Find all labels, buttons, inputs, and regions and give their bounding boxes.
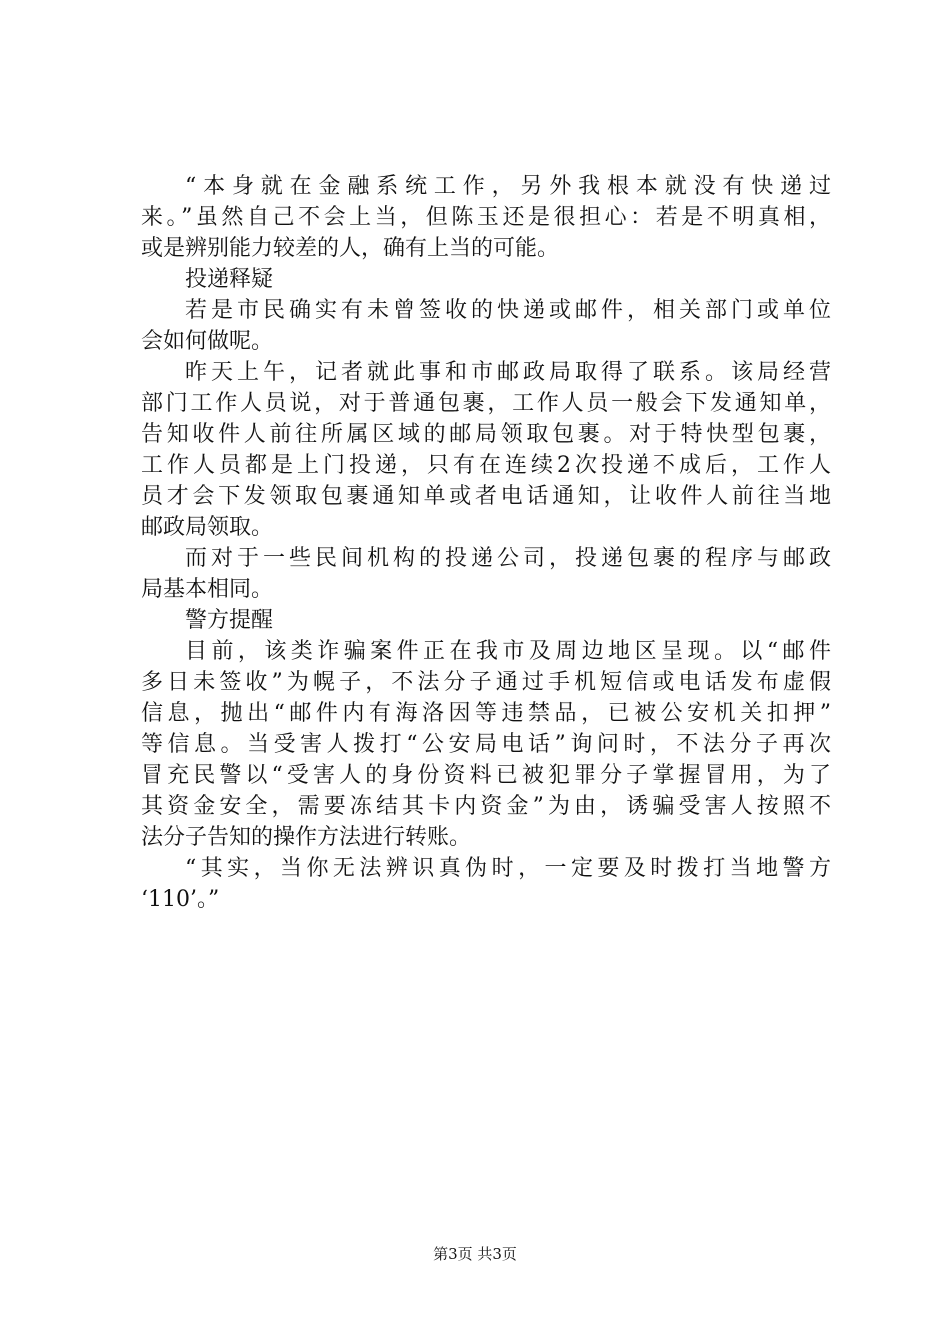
paragraph-line: 其资金安全，需要冻结其卡内资金”为由，诱骗受害人按照不: [141, 794, 831, 819]
paragraph-line: “其实，当你无法辨识真伪时，一定要及时拨打当地警方: [185, 856, 831, 881]
paragraph-line: 工作人员都是上门投递，只有在连续2次投递不成后，工作人: [141, 453, 831, 478]
paragraph-line: 等信息。当受害人拨打“公安局电话”询问时，不法分子再次: [141, 732, 831, 757]
paragraph-line: 昨天上午，记者就此事和市邮政局取得了联系。该局经营: [185, 360, 831, 385]
paragraph-line: 若是市民确实有未曾签收的快递或邮件，相关部门或单位: [185, 298, 831, 323]
paragraph-line: 而对于一些民间机构的投递公司，投递包裹的程序与邮政: [185, 546, 831, 571]
paragraph-line: 法分子告知的操作方法进行转账。: [141, 825, 472, 850]
paragraph-line: 来。”虽然自己不会上当，但陈玉还是很担心：若是不明真相，: [141, 205, 831, 230]
paragraph-line: 部门工作人员说，对于普通包裹，工作人员一般会下发通知单，: [141, 391, 831, 416]
paragraph-line: 员才会下发领取包裹通知单或者电话通知，让收件人前往当地: [141, 484, 831, 509]
paragraph-line: 邮政局领取。: [141, 515, 274, 540]
page-number-footer: 第3页 共3页: [433, 1245, 517, 1263]
paragraph-line: 告知收件人前往所属区域的邮局领取包裹。对于特快型包裹，: [141, 422, 831, 447]
paragraph-line: 冒充民警以“受害人的身份资料已被犯罪分子掌握冒用，为了: [141, 763, 831, 788]
paragraph-line: 信息，抛出“邮件内有海洛因等违禁品，已被公安机关扣押”: [141, 701, 831, 726]
paragraph-line: 或是辨别能力较差的人，确有上当的可能。: [141, 236, 560, 261]
paragraph-line: 多日未签收”为幌子，不法分子通过手机短信或电话发布虚假: [141, 670, 831, 695]
paragraph-line: 局基本相同。: [141, 577, 274, 602]
section-heading-delivery: 投递释疑: [185, 267, 274, 292]
paragraph-line: 目前，该类诈骗案件正在我市及周边地区呈现。以“邮件: [185, 639, 831, 664]
paragraph-line: “本身就在金融系统工作，另外我根本就没有快递过: [185, 174, 831, 199]
article-body: [141, 171, 831, 915]
paragraph-line: ‘110’。”: [141, 887, 220, 912]
paragraph-line: 会如何做呢。: [141, 329, 274, 354]
section-heading-police: 警方提醒: [185, 608, 274, 633]
